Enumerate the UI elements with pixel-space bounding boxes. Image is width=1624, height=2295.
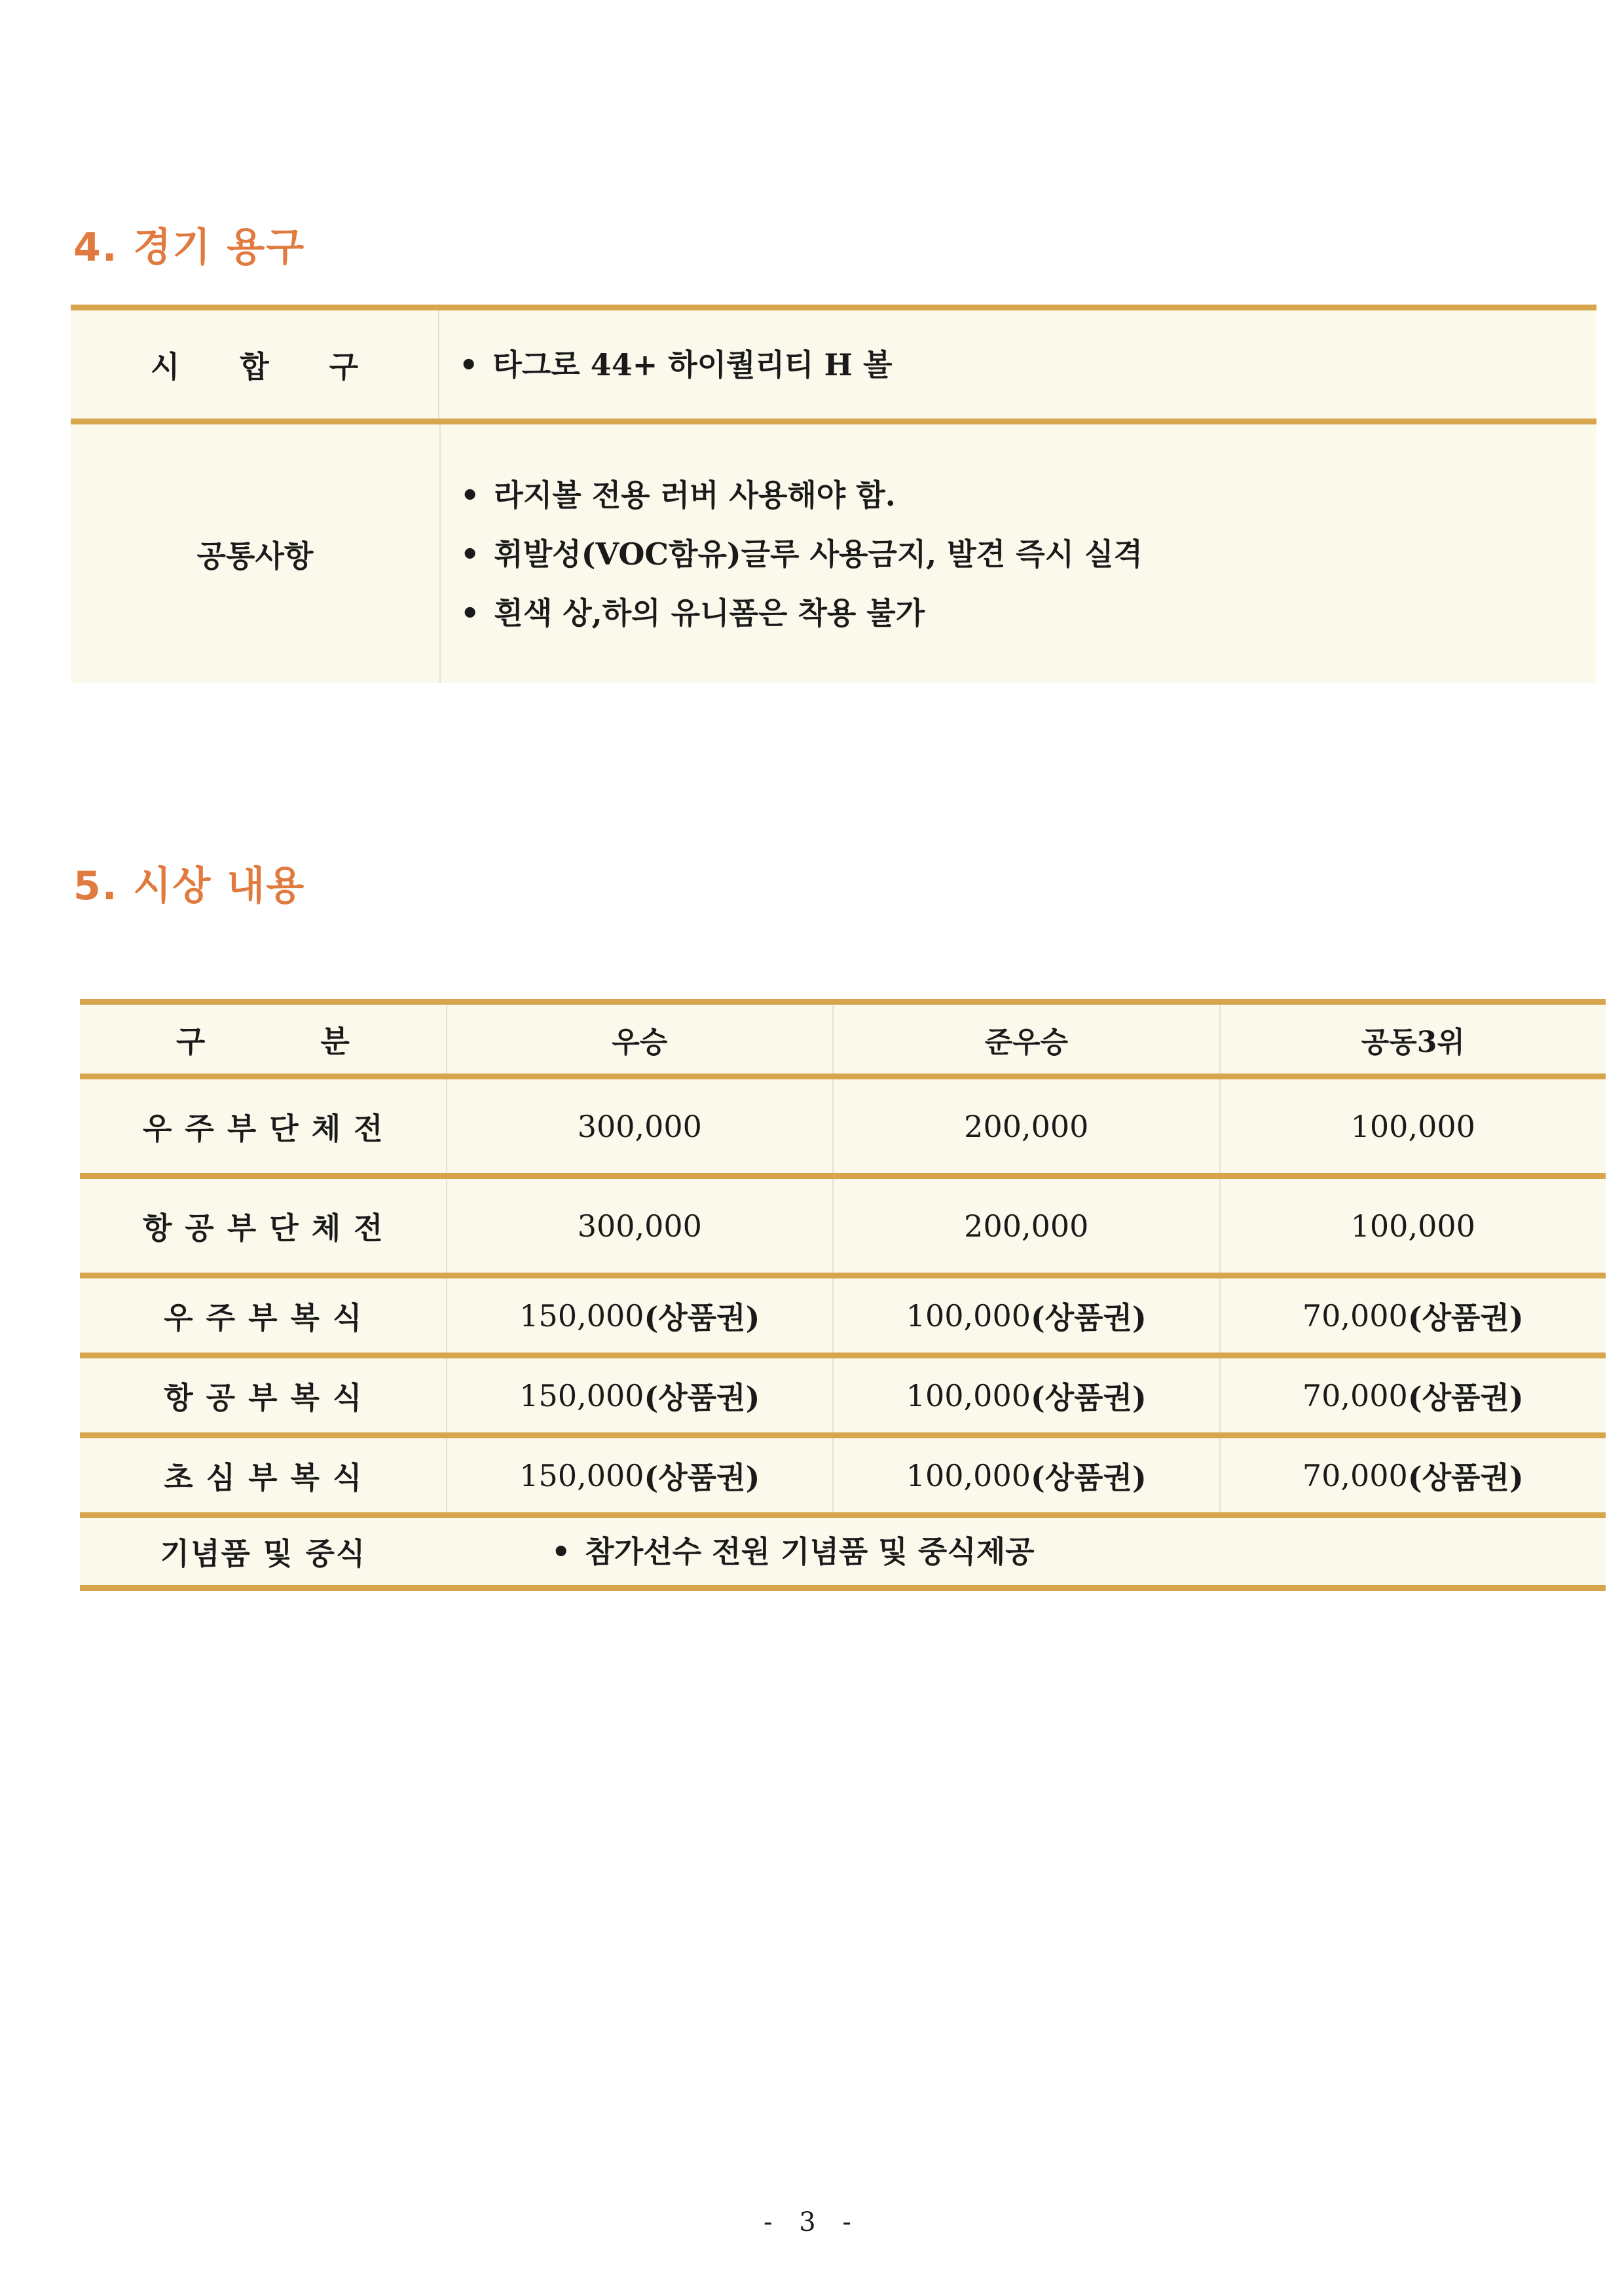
row-label: 초심부복식 xyxy=(164,1459,375,1495)
row-content xyxy=(439,310,1596,419)
header-cell: 공동3위 xyxy=(1219,1005,1606,1073)
bullet-icon: • xyxy=(459,346,479,382)
prize-cell: 100,000 xyxy=(1219,1179,1606,1273)
prize-cell: 100,000 (상품권) xyxy=(832,1438,1219,1512)
prize-cell: 70,000 (상품권) xyxy=(1219,1358,1606,1432)
row-label: 항공부복식 xyxy=(164,1379,375,1415)
row-content xyxy=(441,424,1596,683)
prize-cell: 150,000 (상품권) xyxy=(446,1438,832,1512)
prize-cell: 200,000 xyxy=(832,1079,1219,1173)
bullet-item: • 타그로 44+ 하이퀄리티 H 볼 xyxy=(459,335,1596,394)
row-label: 우주부단체전 xyxy=(142,1110,396,1146)
row-content xyxy=(447,1518,1606,1585)
page-number: - 3 - xyxy=(764,2207,860,2237)
section-4-heading: 4. 경기 용구 xyxy=(73,225,306,271)
prize-cell: 300,000 xyxy=(446,1079,832,1173)
prize-cell: 70,000 (상품권) xyxy=(1219,1278,1606,1353)
table-row xyxy=(80,1173,1606,1273)
section-5-heading: 5. 시상 내용 xyxy=(73,863,306,909)
table-row xyxy=(80,1073,1606,1173)
table-row xyxy=(80,1512,1606,1585)
bullet-icon: • xyxy=(460,477,480,513)
bullet-item: • 휘발성(VOC함유)글루 사용금지, 발견 즉시 실격 xyxy=(460,525,1596,584)
prize-cell: 300,000 xyxy=(446,1179,832,1273)
prize-cell: 150,000 (상품권) xyxy=(446,1358,832,1432)
table-row xyxy=(80,1273,1606,1353)
header-cell: 준우승 xyxy=(832,1005,1219,1073)
prize-cell: 150,000 (상품권) xyxy=(446,1278,832,1353)
prize-cell: 100,000 xyxy=(1219,1079,1606,1173)
bullet-icon: • xyxy=(460,536,480,572)
bullet-icon: • xyxy=(460,595,480,631)
table-row xyxy=(80,1432,1606,1512)
prize-table xyxy=(80,999,1606,1591)
row-label: 우주부복식 xyxy=(164,1299,375,1335)
prize-cell: 70,000 (상품권) xyxy=(1219,1438,1606,1512)
header-cell: 구 분 xyxy=(175,1023,402,1059)
table-header-row xyxy=(80,1005,1606,1073)
table-row xyxy=(71,310,1596,424)
row-label: 시 합 구 xyxy=(71,310,439,419)
row-label: 항공부단체전 xyxy=(142,1210,396,1246)
bullet-icon: • xyxy=(551,1534,571,1569)
bullet-item: • 라지볼 전용 러버 사용해야 함. xyxy=(460,466,1596,525)
equipment-table xyxy=(71,305,1596,683)
prize-cell: 200,000 xyxy=(832,1179,1219,1273)
row-label: 기념품 및 중식 xyxy=(160,1536,367,1571)
prize-cell: 100,000 (상품권) xyxy=(832,1278,1219,1353)
prize-cell: 100,000 (상품권) xyxy=(832,1358,1219,1432)
bullet-item: • 참가선수 전원 기념품 및 중식제공 xyxy=(551,1522,1035,1581)
row-label: 공통사항 xyxy=(71,424,441,683)
header-cell: 우승 xyxy=(446,1005,832,1073)
bullet-item: • 흰색 상,하의 유니폼은 착용 불가 xyxy=(460,584,1596,643)
table-row xyxy=(80,1353,1606,1432)
table-row xyxy=(71,424,1596,683)
